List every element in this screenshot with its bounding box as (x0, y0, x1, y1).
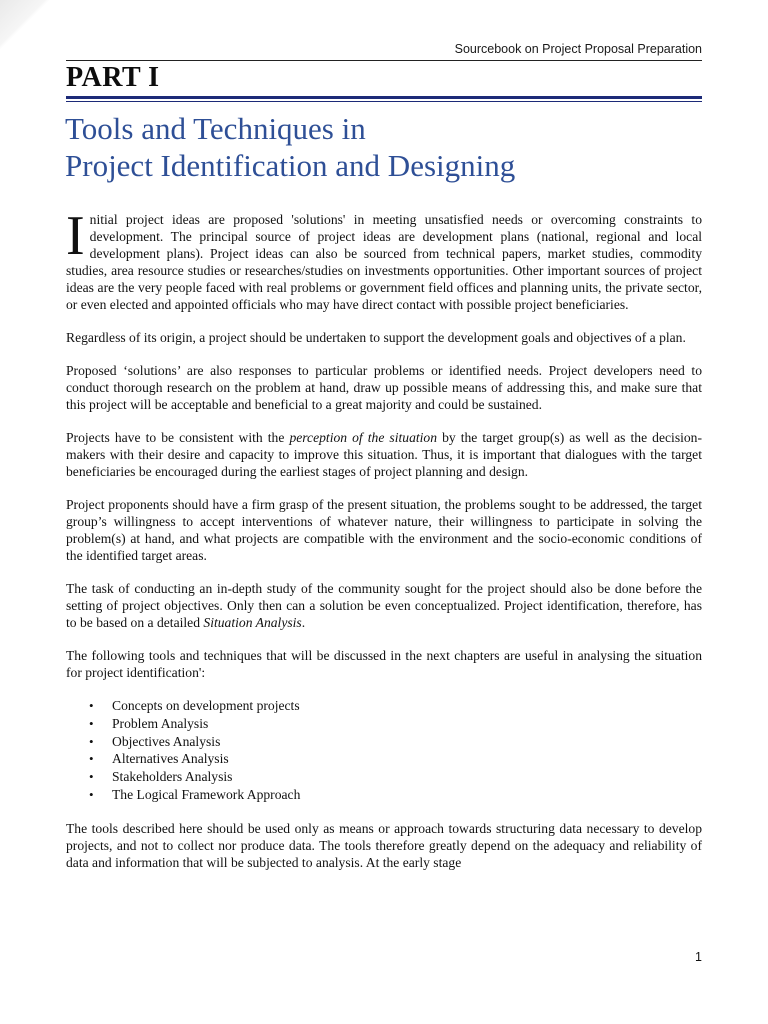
list-item (89, 715, 702, 733)
paragraph-6-rest: . (301, 615, 306, 630)
list-item-label: Stakeholders Analysis (112, 769, 233, 785)
part-title: PART I (66, 62, 160, 93)
page-number: 1 (695, 950, 702, 964)
bullet-icon: • (89, 786, 94, 802)
list-item (89, 768, 702, 786)
paragraph-6-emphasis: Situation Analysis (203, 615, 302, 630)
bullet-icon: • (89, 698, 94, 713)
part-rule-thick (66, 96, 702, 99)
paragraph-2: Regardless of its origin, a project should be undertaken to support the development goals and objectives of a plan. (66, 330, 686, 345)
paragraph-4 (66, 429, 702, 480)
drop-cap: I (66, 205, 85, 267)
section-title-line-1: Tools and Techniques in (65, 111, 366, 146)
paragraph-1-text: nitial project ideas are proposed 'solutions' in meeting unsatisfied needs or overcoming constraints to development. The principal source of project ideas are development plans (national, regional and local development plans). Project ideas can also be sourced from technical papers, market studies, commodity studies, area resource studies or researches/studies on investments opportunities. Other important sources of project ideas are the very people faced with real problems or government field offices and planning units, the private sector, or even elected and appointed officials who may have direct contact with possible project beneficiaries. (66, 212, 702, 312)
paragraph-8: The tools described here should be used only as means or approach towards structuring data necessary to develop projects, and not to collect nor produce data. The tools therefore greatly depend on the adequacy and reliability of data and information that will be subjected to analysis. At the early stage (66, 820, 702, 870)
list-item (89, 733, 702, 751)
paragraph-5: Project proponents should have a firm grasp of the present situation, the problems sought to be addressed, the target group’s willingness to accept interventions of whatever nature, their willingness to participate in solving the problem(s) at hand, and what projects are compatible with the environment and the socio-economic conditions of the identified target areas. (66, 497, 702, 563)
paragraph-3: Proposed ‘solutions’ are also responses to particular problems or identified needs. Project developers need to conduct thorough research on the problem at hand, draw up possible means of addressing this, and make sure that this project will be acceptable and beneficial to a great majority and could be sustained. (66, 363, 702, 412)
bullet-icon: • (89, 715, 94, 731)
bullet-icon: • (89, 733, 94, 749)
page-corner-shadow (0, 0, 50, 50)
bullet-icon: • (89, 769, 94, 785)
paragraph-6 (66, 580, 702, 631)
list-item-label: Objectives Analysis (112, 733, 221, 749)
paragraph-4-emphasis: perception of the situation (289, 430, 438, 445)
list-item (89, 786, 702, 804)
paragraph-6-lead: The task of conducting an in-depth study of the community sought for the project should also be done before the setting of project objectives. Only then can a solution be even conceptualized. Project identification, therefore, has to be based on a detailed (66, 581, 702, 630)
paragraph-4-rest: by the target group(s) as well as the decision-makers with their desire and capacity to improve this situation. Thus, it is important that dialogues with the target beneficiaries be encouraged during the earliest stages of project planning and design. (66, 430, 703, 479)
paragraph-4-lead: Projects have to be consistent with the (66, 430, 290, 445)
list-item-label: The Logical Framework Approach (112, 786, 301, 802)
section-title (65, 110, 705, 184)
part-rule-thin (66, 101, 702, 102)
paragraph-7: The following tools and techniques that will be discussed in the next chapters are useful in analysing the situation for project identification': (66, 648, 702, 680)
header-divider (66, 60, 702, 61)
list-item-label: Concepts on development projects (112, 698, 300, 713)
list-item (89, 750, 702, 768)
list-item-label: Alternatives Analysis (112, 751, 229, 767)
section-title-line-2: Project Identification and Designing (65, 148, 516, 183)
running-header: Sourcebook on Project Proposal Preparation (454, 42, 702, 56)
list-item (89, 697, 702, 715)
list-item-label: Problem Analysis (112, 715, 209, 731)
tools-list (66, 697, 702, 804)
bullet-icon: • (89, 751, 94, 767)
paragraph-1 (66, 205, 702, 313)
body-text (66, 205, 703, 887)
